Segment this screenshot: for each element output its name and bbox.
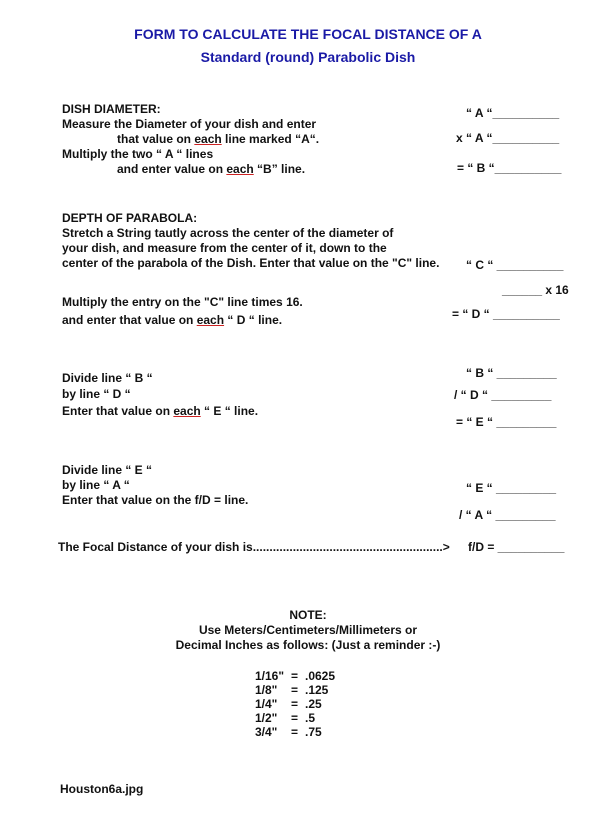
line-a-divisor[interactable]: / “ A “ _________: [459, 508, 556, 522]
note-heading: NOTE:: [289, 608, 327, 622]
form-subtitle: Standard (round) Parabolic Dish: [200, 49, 416, 65]
depth-line-5: and enter that value on each “ D “ line.: [62, 313, 283, 327]
line-b-repeat[interactable]: “ B “ _________: [466, 366, 557, 380]
conversion-fraction: 1/2": [255, 711, 278, 725]
note-line-1: Use Meters/Centimeters/Millimeters or: [198, 623, 418, 637]
conversion-fraction: 1/8": [255, 683, 278, 697]
conversion-equals: =: [291, 697, 299, 711]
conversion-equals: =: [291, 725, 299, 739]
line-a-2[interactable]: x “ A “__________: [456, 131, 560, 145]
footer-filename: Houston6a.jpg: [60, 782, 144, 796]
conversion-row: [255, 725, 335, 739]
conversion-fraction: 1/16": [255, 669, 285, 683]
line-e-repeat[interactable]: “ E “ _________: [466, 481, 557, 495]
note-line-2: Decimal Inches as follows: (Just a reminder :-): [175, 638, 441, 652]
conversion-table: [255, 669, 335, 739]
dish-diameter-heading: DISH DIAMETER:: [62, 102, 161, 116]
dish-diameter-line-4: and enter value on each “B” line.: [117, 162, 306, 176]
divide-e-line-3: Enter that value on the f/D = line.: [62, 493, 249, 507]
conversion-row: [255, 669, 335, 683]
conversion-equals: =: [291, 683, 299, 697]
line-d[interactable]: = “ D “ __________: [452, 307, 560, 321]
dish-diameter-line-2: that value on each line marked “A“.: [117, 132, 320, 146]
line-e[interactable]: = “ E “ _________: [456, 415, 557, 429]
line-a-1[interactable]: “ A “__________: [466, 106, 560, 120]
conversion-decimal: .5: [305, 711, 316, 725]
divide-e-line-2: by line “ A “: [62, 478, 130, 492]
depth-heading: DEPTH OF PARABOLA:: [62, 211, 198, 225]
conversion-row: [255, 683, 335, 697]
times-16-line[interactable]: ______ x 16: [502, 283, 569, 297]
line-d-divisor[interactable]: / “ D “ _________: [454, 388, 552, 402]
form-title: FORM TO CALCULATE THE FOCAL DISTANCE OF A: [134, 26, 482, 42]
divide-b-line-3: Enter that value on each “ E “ line.: [62, 404, 259, 418]
conversion-decimal: .125: [305, 683, 329, 697]
conversion-row: [255, 697, 335, 711]
conversion-equals: =: [291, 711, 299, 725]
conversion-decimal: .75: [305, 725, 322, 739]
conversion-row: [255, 711, 335, 725]
depth-line-1: Stretch a String tautly across the center of the diameter of: [62, 226, 394, 240]
line-b[interactable]: = “ B “__________: [457, 161, 562, 175]
focal-distance-label: The Focal Distance of your dish is.........................................................>: [58, 540, 450, 554]
conversion-fraction: 3/4": [255, 725, 278, 739]
conversion-fraction: 1/4": [255, 697, 278, 711]
divide-b-line-2: by line “ D “: [62, 387, 131, 401]
dish-diameter-line-1: Measure the Diameter of your dish and enter: [62, 117, 317, 131]
depth-line-4: Multiply the entry on the "C" line times 16.: [62, 295, 303, 309]
line-c[interactable]: “ C “ __________: [466, 258, 564, 272]
conversion-equals: =: [291, 669, 299, 683]
conversion-decimal: .25: [305, 697, 322, 711]
divide-e-line-1: Divide line “ E “: [62, 463, 153, 477]
depth-line-2: your dish, and measure from the center of it, down to the: [62, 241, 387, 255]
divide-b-line-1: Divide line “ B “: [62, 371, 153, 385]
conversion-decimal: .0625: [305, 669, 336, 683]
focal-distance-field[interactable]: f/D = __________: [468, 540, 565, 554]
dish-diameter-line-3: Multiply the two “ A “ lines: [62, 147, 214, 161]
depth-line-3: center of the parabola of the Dish. Enter that value on the "C" line.: [62, 256, 440, 270]
